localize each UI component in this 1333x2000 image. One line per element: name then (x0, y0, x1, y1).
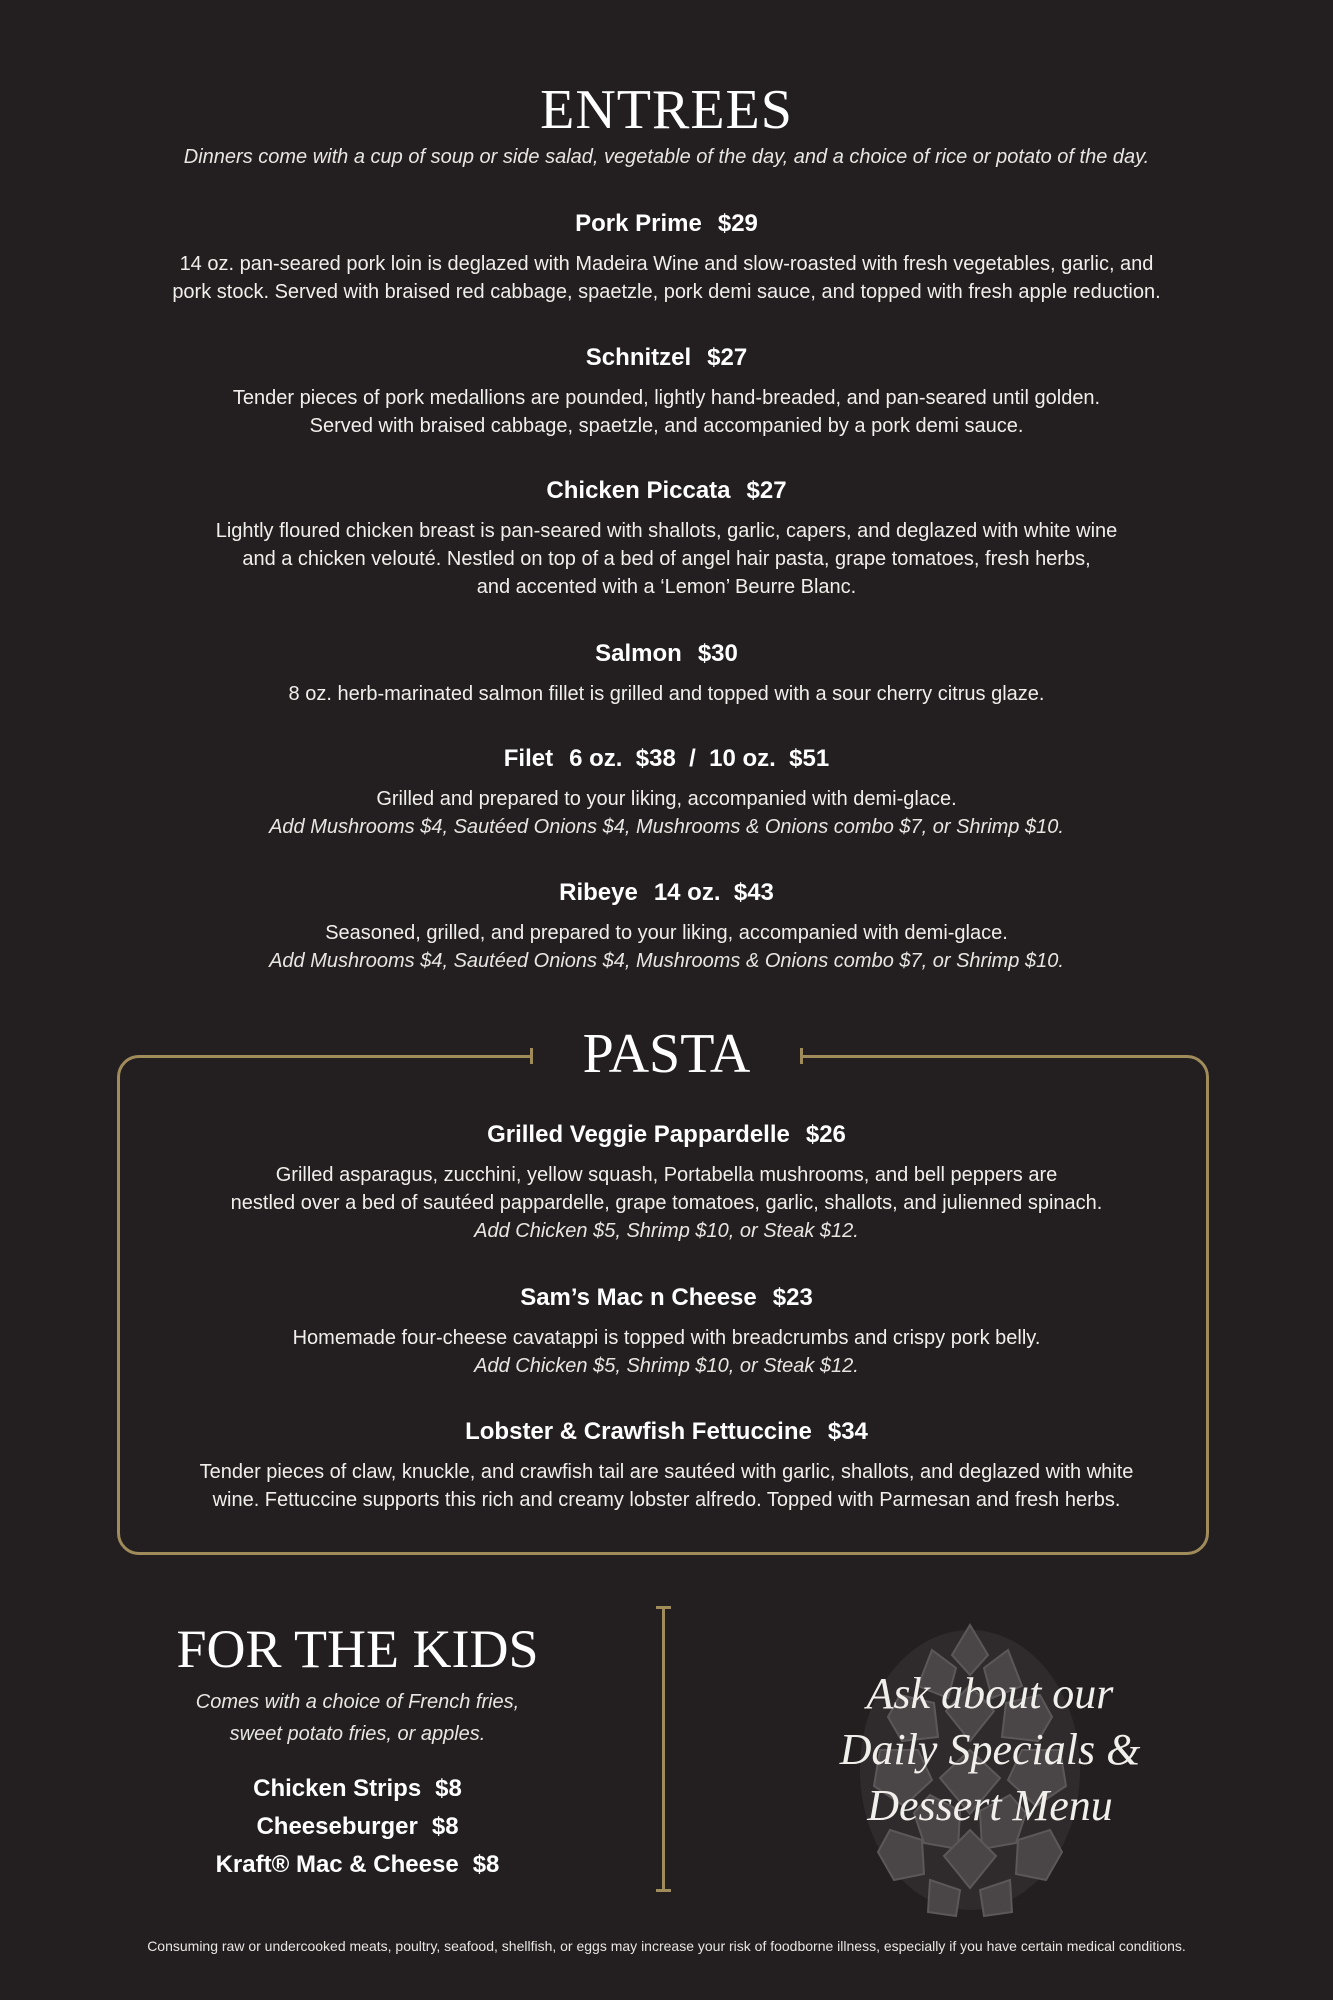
menu-item-grilled-veggie-pappardelle (0, 1121, 1333, 1245)
kids-item (80, 1808, 635, 1846)
kids-note-line: Comes with a choice of French fries, (195, 1691, 520, 1713)
item-price: $27 (707, 344, 748, 371)
specials-callout (720, 1666, 1260, 1834)
item-description-line: and a chicken velouté. Nestled on top of a bed of angel hair pasta, grape tomatoes, fresh herbs, (242, 548, 1091, 570)
item-name: Chicken Piccata (546, 477, 731, 504)
item-description-line: Grilled asparagus, zucchini, yellow squash, Portabella mushrooms, and bell peppers are (275, 1164, 1058, 1186)
kids-item (80, 1846, 635, 1884)
item-name: Schnitzel (585, 344, 692, 371)
item-price: $8 (435, 1775, 462, 1802)
item-price: $27 (746, 477, 787, 504)
item-addons: Add Chicken $5, Shrimp $10, or Steak $12. (474, 1355, 859, 1377)
item-description-line: Tender pieces of pork medallions are pounded, lightly hand-breaded, and pan-seared until golden. (232, 387, 1101, 409)
menu-item-sams-mac-n-cheese (0, 1284, 1333, 1380)
kids-menu-list (80, 1770, 635, 1884)
item-price: $26 (805, 1121, 846, 1148)
pasta-heading: PASTA (582, 1023, 751, 1085)
entrees-heading: ENTREES (540, 79, 793, 141)
item-price: $8 (431, 1813, 459, 1840)
item-description-line: Lightly floured chicken breast is pan-seared with shallots, garlic, capers, and deglazed with white wine (215, 520, 1118, 542)
item-description-line: wine. Fettuccine supports this rich and creamy lobster alfredo. Topped with Parmesan and fresh herbs. (212, 1489, 1121, 1511)
item-name: Pork Prime (575, 210, 702, 237)
menu-item-filet (0, 745, 1333, 841)
item-name: Kraft® Mac & Cheese (215, 1851, 459, 1878)
item-price: 6 oz. $38 / 10 oz. $51 (569, 745, 830, 772)
item-name: Chicken Strips (253, 1775, 422, 1802)
item-price: $8 (472, 1851, 500, 1878)
item-description-line: Seasoned, grilled, and prepared to your liking, accompanied with demi-glace. (325, 922, 1008, 944)
item-addons: Add Mushrooms $4, Sautéed Onions $4, Mushrooms & Onions combo $7, or Shrimp $10. (269, 950, 1064, 972)
item-description-line: Served with braised cabbage, spaetzle, and accompanied by a pork demi sauce. (309, 415, 1024, 437)
item-name: Lobster & Crawfish Fettuccine (465, 1418, 812, 1445)
item-name: Cheeseburger (256, 1813, 418, 1840)
entrees-note: Dinners come with a cup of soup or side salad, vegetable of the day, and a choice of rice or potato of the day. (183, 146, 1150, 168)
kids-note-line: sweet potato fries, or apples. (229, 1723, 486, 1745)
item-price: $34 (827, 1418, 868, 1445)
item-name: Grilled Veggie Pappardelle (487, 1121, 790, 1148)
kids-note (80, 1686, 635, 1750)
menu-item-chicken-piccata (0, 477, 1333, 601)
menu-item-pork-prime (0, 210, 1333, 306)
section-divider (662, 1606, 665, 1892)
kids-heading: FOR THE KIDS (176, 1619, 539, 1679)
specials-line: Daily Specials & (839, 1725, 1141, 1774)
menu-item-salmon (0, 640, 1333, 708)
item-addons: Add Chicken $5, Shrimp $10, or Steak $12. (474, 1220, 859, 1242)
item-price: $29 (717, 210, 758, 237)
item-price: $23 (772, 1284, 813, 1311)
menu-item-ribeye (0, 879, 1333, 975)
item-name: Sam’s Mac n Cheese (520, 1284, 757, 1311)
menu-item-schnitzel (0, 344, 1333, 440)
item-name: Ribeye (559, 879, 638, 906)
item-description-line: Homemade four-cheese cavatappi is topped with breadcrumbs and crispy pork belly. (292, 1327, 1041, 1349)
item-description-line: nestled over a bed of sautéed pappardelle, grape tomatoes, garlic, shallots, and julienned spinach. (230, 1192, 1103, 1214)
menu-item-lobster-crawfish-fettuccine (0, 1418, 1333, 1514)
item-name: Salmon (595, 640, 682, 667)
item-description-line: 14 oz. pan-seared pork loin is deglazed with Madeira Wine and slow-roasted with fresh vegetables, garlic, and (179, 253, 1154, 275)
specials-line: Ask about our (866, 1669, 1114, 1718)
specials-line: Dessert Menu (867, 1781, 1113, 1830)
item-description-line: pork stock. Served with braised red cabbage, spaetzle, pork demi sauce, and topped with fresh apple reduction. (172, 281, 1161, 303)
item-price: $30 (697, 640, 738, 667)
item-description-line: 8 oz. herb-marinated salmon fillet is grilled and topped with a sour cherry citrus glaze. (288, 683, 1045, 705)
item-price: 14 oz. $43 (653, 879, 774, 906)
item-name: Filet (503, 745, 554, 772)
item-addons: Add Mushrooms $4, Sautéed Onions $4, Mushrooms & Onions combo $7, or Shrimp $10. (269, 816, 1064, 838)
item-description-line: and accented with a ‘Lemon’ Beurre Blanc. (476, 576, 857, 598)
item-description-line: Grilled and prepared to your liking, accompanied with demi-glace. (376, 788, 957, 810)
food-safety-disclaimer: Consuming raw or undercooked meats, poultry, seafood, shellfish, or eggs may increase your risk of foodborne illness, especially if you have certain medical conditions. (147, 1938, 1186, 1954)
item-description-line: Tender pieces of claw, knuckle, and crawfish tail are sautéed with garlic, shallots, and deglazed with white (199, 1461, 1134, 1483)
kids-item (80, 1770, 635, 1808)
